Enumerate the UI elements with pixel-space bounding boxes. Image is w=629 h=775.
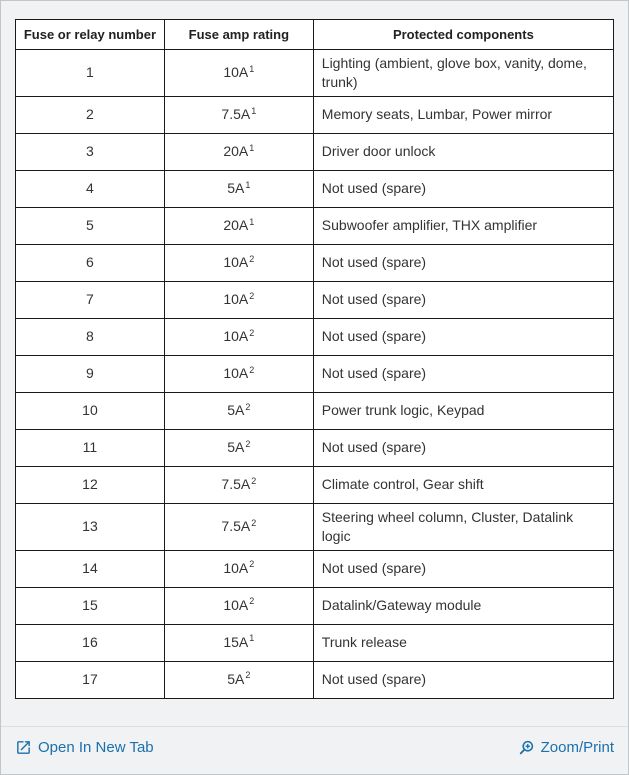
- protected-components-cell: Power trunk logic, Keypad: [313, 392, 613, 429]
- amp-rating-cell: $7.5A^2$: [164, 503, 313, 550]
- zoom-print-link[interactable]: [518, 739, 614, 756]
- amp-rating-cell: $10A^2$: [164, 550, 313, 587]
- table-row: [16, 133, 614, 170]
- fuse-number-cell: 8: [16, 318, 165, 355]
- protected-components-cell: Climate control, Gear shift: [313, 466, 613, 503]
- fuse-number-cell: 10: [16, 392, 165, 429]
- table-row: [16, 244, 614, 281]
- fuse-number-cell: 13: [16, 503, 165, 550]
- open-in-new-tab-link[interactable]: [15, 739, 154, 756]
- fuse-number-cell: 9: [16, 355, 165, 392]
- amp-rating-cell: $20A^1$: [164, 133, 313, 170]
- amp-rating-cell: $10A^2$: [164, 244, 313, 281]
- amp-rating-cell: $7.5A^1$: [164, 96, 313, 133]
- fuse-number-cell: 7: [16, 281, 165, 318]
- header-amp-rating: Fuse amp rating: [164, 20, 313, 50]
- fuse-number-cell: 3: [16, 133, 165, 170]
- protected-components-cell: Datalink/Gateway module: [313, 587, 613, 624]
- viewer-toolbar: [1, 726, 628, 774]
- amp-rating-cell: $7.5A^2$: [164, 466, 313, 503]
- table-header-row: [16, 20, 614, 50]
- protected-components-cell: Not used (spare): [313, 170, 613, 207]
- protected-components-cell: Not used (spare): [313, 429, 613, 466]
- table-row: [16, 429, 614, 466]
- fuse-number-cell: 1: [16, 50, 165, 97]
- protected-components-cell: Lighting (ambient, glove box, vanity, dome, trunk): [313, 50, 613, 97]
- amp-rating-cell: $20A^1$: [164, 207, 313, 244]
- amp-rating-cell: $10A^2$: [164, 281, 313, 318]
- amp-rating-cell: $15A^1$: [164, 624, 313, 661]
- protected-components-cell: Not used (spare): [313, 318, 613, 355]
- fuse-number-cell: 16: [16, 624, 165, 661]
- table-row: [16, 96, 614, 133]
- open-in-new-tab-label: Open In New Tab: [38, 739, 154, 756]
- fuse-number-cell: 2: [16, 96, 165, 133]
- table-row: [16, 503, 614, 550]
- fuse-number-cell: 15: [16, 587, 165, 624]
- open-in-new-tab-icon: [15, 739, 32, 756]
- header-fuse-number: Fuse or relay number: [16, 20, 165, 50]
- table-row: [16, 661, 614, 698]
- table-row: [16, 50, 614, 97]
- amp-rating-cell: $10A^1$: [164, 50, 313, 97]
- fuse-number-cell: 14: [16, 550, 165, 587]
- amp-rating-cell: $10A^2$: [164, 318, 313, 355]
- table-row: [16, 587, 614, 624]
- amp-rating-cell: $5A^2$: [164, 661, 313, 698]
- protected-components-cell: Not used (spare): [313, 244, 613, 281]
- table-row: [16, 624, 614, 661]
- fuse-number-cell: 4: [16, 170, 165, 207]
- zoom-plus-icon: [518, 739, 535, 756]
- protected-components-cell: Steering wheel column, Cluster, Datalink logic: [313, 503, 613, 550]
- fuse-number-cell: 6: [16, 244, 165, 281]
- protected-components-cell: Memory seats, Lumbar, Power mirror: [313, 96, 613, 133]
- fuse-table-body: [16, 50, 614, 699]
- fuse-table: [15, 19, 614, 699]
- protected-components-cell: Not used (spare): [313, 281, 613, 318]
- fuse-number-cell: 17: [16, 661, 165, 698]
- amp-rating-cell: $5A^2$: [164, 429, 313, 466]
- amp-rating-cell: $5A^1$: [164, 170, 313, 207]
- table-row: [16, 318, 614, 355]
- table-row: [16, 281, 614, 318]
- amp-rating-cell: $10A^2$: [164, 587, 313, 624]
- protected-components-cell: Trunk release: [313, 624, 613, 661]
- amp-rating-cell: $5A^2$: [164, 392, 313, 429]
- zoom-print-label: Zoom/Print: [540, 739, 614, 756]
- protected-components-cell: Not used (spare): [313, 550, 613, 587]
- table-row: [16, 207, 614, 244]
- table-row: [16, 550, 614, 587]
- table-row: [16, 466, 614, 503]
- protected-components-cell: Not used (spare): [313, 355, 613, 392]
- fuse-number-cell: 5: [16, 207, 165, 244]
- fuse-number-cell: 11: [16, 429, 165, 466]
- protected-components-cell: Not used (spare): [313, 661, 613, 698]
- header-protected-components: Protected components: [313, 20, 613, 50]
- protected-components-cell: Subwoofer amplifier, THX amplifier: [313, 207, 613, 244]
- table-row: [16, 392, 614, 429]
- amp-rating-cell: $10A^2$: [164, 355, 313, 392]
- table-row: [16, 355, 614, 392]
- fuse-number-cell: 12: [16, 466, 165, 503]
- protected-components-cell: Driver door unlock: [313, 133, 613, 170]
- table-row: [16, 170, 614, 207]
